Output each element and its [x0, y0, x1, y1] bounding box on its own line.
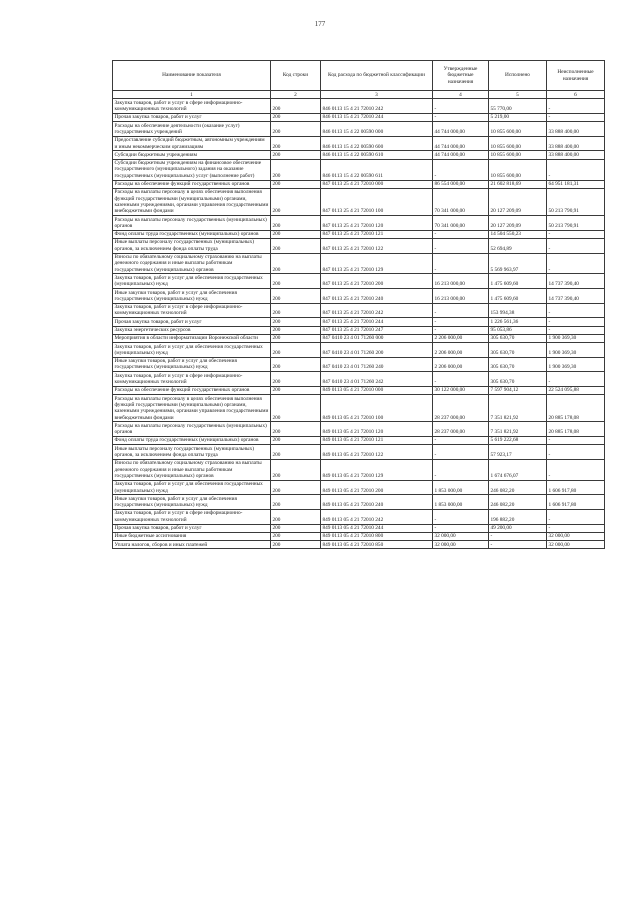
- row-indicator-name: Иные бюджетные ассигнования: [113, 532, 271, 540]
- table-row: [113, 532, 605, 540]
- row-line-code: 200: [271, 524, 321, 532]
- row-line-code: 200: [271, 188, 321, 215]
- row-budget-code: 847 0113 25 4 21 72010 122: [321, 238, 433, 253]
- row-unexecuted-amount: 32 000,00: [547, 541, 605, 549]
- row-line-code: 200: [271, 113, 321, 121]
- row-executed-amount: 246 082,20: [489, 480, 547, 495]
- table-row: [113, 216, 605, 231]
- row-budget-code: 847 0113 25 4 21 72010 244: [321, 318, 433, 326]
- row-approved-amount: -: [433, 509, 489, 524]
- row-line-code: 200: [271, 253, 321, 274]
- row-indicator-name: Расходы на обеспечение функций государственных органов: [113, 386, 271, 394]
- row-indicator-name: Иные выплаты персоналу государственных (муниципальных) органов, за исключением фонда оплаты труда: [113, 238, 271, 253]
- row-executed-amount: -: [489, 541, 547, 549]
- row-unexecuted-amount: 14 737 390,40: [547, 289, 605, 304]
- row-approved-amount: 2 206 000,00: [433, 334, 489, 342]
- row-budget-code: 846 0113 15 4 21 72010 242: [321, 99, 433, 114]
- row-budget-code: 849 0113 05 4 21 72010 000: [321, 386, 433, 394]
- row-indicator-name: Субсидии бюджетным учреждениям: [113, 151, 271, 159]
- row-indicator-name: Фонд оплаты труда государственных (муниципальных) органов: [113, 436, 271, 444]
- row-unexecuted-amount: -: [547, 303, 605, 318]
- row-budget-code: 849 0113 05 4 21 72010 121: [321, 436, 433, 444]
- table-row: [113, 122, 605, 137]
- row-executed-amount: 1 475 609,60: [489, 274, 547, 289]
- row-indicator-name: Закупка товаров, работ и услуг в сфере информационно-коммуникационных технологий: [113, 509, 271, 524]
- row-approved-amount: -: [433, 253, 489, 274]
- row-unexecuted-amount: -: [547, 99, 605, 114]
- row-unexecuted-amount: 33 888 400,00: [547, 136, 605, 151]
- row-line-code: 200: [271, 480, 321, 495]
- row-budget-code: 847 0113 25 4 21 72010 129: [321, 253, 433, 274]
- table-row: [113, 113, 605, 121]
- row-unexecuted-amount: 33 888 400,00: [547, 122, 605, 137]
- row-approved-amount: -: [433, 113, 489, 121]
- row-executed-amount: 5 569 963,97: [489, 253, 547, 274]
- row-approved-amount: 44 744 000,00: [433, 136, 489, 151]
- row-approved-amount: -: [433, 326, 489, 334]
- row-approved-amount: 16 213 000,00: [433, 289, 489, 304]
- row-budget-code: 847 0113 25 4 21 72010 247: [321, 326, 433, 334]
- table-row: [113, 253, 605, 274]
- row-indicator-name: Взносы по обязательному социальному страхованию на выплаты денежного содержания и иные выплаты работникам государственных (муниципальных) органов: [113, 253, 271, 274]
- row-indicator-name: Закупка товаров, работ и услуг в сфере информационно-коммуникационных технологий: [113, 303, 271, 318]
- row-unexecuted-amount: 1 606 917,80: [547, 495, 605, 510]
- table-row: [113, 238, 605, 253]
- row-line-code: 200: [271, 334, 321, 342]
- row-approved-amount: -: [433, 436, 489, 444]
- row-executed-amount: 10 855 600,00: [489, 122, 547, 137]
- row-line-code: 200: [271, 422, 321, 437]
- row-indicator-name: Расходы на выплаты персоналу государственных (муниципальных) органов: [113, 216, 271, 231]
- row-unexecuted-amount: 33 888 400,00: [547, 151, 605, 159]
- row-approved-amount: 32 000,00: [433, 532, 489, 540]
- row-approved-amount: 16 213 000,00: [433, 274, 489, 289]
- row-approved-amount: -: [433, 303, 489, 318]
- row-executed-amount: 7 351 821,92: [489, 422, 547, 437]
- row-budget-code: 847 0410 23 4 01 71260 000: [321, 334, 433, 342]
- table-row: [113, 318, 605, 326]
- row-unexecuted-amount: -: [547, 318, 605, 326]
- table-row: [113, 326, 605, 334]
- row-unexecuted-amount: 1 606 917,80: [547, 480, 605, 495]
- table-row: [113, 445, 605, 460]
- column-number: 4: [433, 91, 489, 99]
- row-approved-amount: 2 206 000,00: [433, 357, 489, 372]
- row-executed-amount: 95 053,86: [489, 326, 547, 334]
- row-indicator-name: Фонд оплаты труда государственных (муниципальных) органов: [113, 230, 271, 238]
- table-row: [113, 99, 605, 114]
- row-unexecuted-amount: 32 000,00: [547, 532, 605, 540]
- header-executed: Исполнено: [489, 61, 547, 91]
- row-executed-amount: 52 694,89: [489, 238, 547, 253]
- row-indicator-name: Прочая закупка товаров, работ и услуг: [113, 318, 271, 326]
- row-unexecuted-amount: -: [547, 159, 605, 180]
- row-executed-amount: 246 082,20: [489, 495, 547, 510]
- row-budget-code: 849 0113 05 4 21 72010 800: [321, 532, 433, 540]
- row-unexecuted-amount: -: [547, 436, 605, 444]
- row-unexecuted-amount: -: [547, 509, 605, 524]
- row-approved-amount: 86 554 000,00: [433, 180, 489, 188]
- row-line-code: 200: [271, 159, 321, 180]
- row-approved-amount: 70 341 000,00: [433, 216, 489, 231]
- row-approved-amount: -: [433, 445, 489, 460]
- row-approved-amount: 70 341 000,00: [433, 188, 489, 215]
- row-indicator-name: Взносы по обязательному социальному страхованию на выплаты денежного содержания и иные выплаты работникам государственных (муниципальных) органов: [113, 459, 271, 480]
- row-executed-amount: 10 855 600,00: [489, 151, 547, 159]
- table-row: [113, 357, 605, 372]
- row-line-code: 200: [271, 343, 321, 358]
- row-approved-amount: 28 237 000,00: [433, 395, 489, 422]
- table-row: [113, 230, 605, 238]
- row-unexecuted-amount: -: [547, 445, 605, 460]
- row-indicator-name: Закупка товаров, работ и услуг для обеспечения государственных (муниципальных) нужд: [113, 480, 271, 495]
- row-budget-code: 847 0410 23 4 01 71260 240: [321, 357, 433, 372]
- row-line-code: 200: [271, 357, 321, 372]
- row-line-code: 200: [271, 122, 321, 137]
- row-indicator-name: Иные закупки товаров, работ и услуг для обеспечения государственных (муниципальных) нужд: [113, 357, 271, 372]
- row-indicator-name: Субсидии бюджетным учреждениям на финансовое обеспечение государственного (муниципального) задания на оказание государственных (муниципальных) услуг (выполнение работ): [113, 159, 271, 180]
- row-indicator-name: Иные выплаты персоналу государственных (муниципальных) органов, за исключением фонда оплаты труда: [113, 445, 271, 460]
- row-line-code: 200: [271, 136, 321, 151]
- row-approved-amount: 32 000,00: [433, 541, 489, 549]
- row-budget-code: 849 0113 05 4 21 72010 100: [321, 395, 433, 422]
- row-line-code: 200: [271, 274, 321, 289]
- row-unexecuted-amount: -: [547, 253, 605, 274]
- row-indicator-name: Закупка товаров, работ и услуг для обеспечения государственных (муниципальных) нужд: [113, 274, 271, 289]
- table-row: [113, 395, 605, 422]
- row-approved-amount: -: [433, 238, 489, 253]
- row-indicator-name: Мероприятия в области информатизации Воронежской области: [113, 334, 271, 342]
- row-line-code: 200: [271, 459, 321, 480]
- row-line-code: 200: [271, 395, 321, 422]
- row-unexecuted-amount: -: [547, 113, 605, 121]
- row-line-code: 200: [271, 238, 321, 253]
- row-indicator-name: Закупка товаров, работ и услуг в сфере информационно-коммуникационных технологий: [113, 372, 271, 387]
- table-row: [113, 180, 605, 188]
- row-executed-amount: 49 200,00: [489, 524, 547, 532]
- row-budget-code: 849 0113 05 4 21 72010 129: [321, 459, 433, 480]
- row-budget-code: 847 0113 25 4 21 72010 200: [321, 274, 433, 289]
- table-row: [113, 541, 605, 549]
- row-budget-code: 847 0113 25 4 21 72010 120: [321, 216, 433, 231]
- row-executed-amount: 5 219,00: [489, 113, 547, 121]
- row-indicator-name: Расходы на выплаты персоналу государственных (муниципальных) органов: [113, 422, 271, 437]
- row-line-code: 200: [271, 541, 321, 549]
- row-indicator-name: Иные закупки товаров, работ и услуг для обеспечения государственных (муниципальных) нужд: [113, 289, 271, 304]
- table-row: [113, 422, 605, 437]
- row-indicator-name: Прочая закупка товаров, работ и услуг: [113, 113, 271, 121]
- row-indicator-name: Закупка товаров, работ и услуг в сфере информационно-коммуникационных технологий: [113, 99, 271, 114]
- header-approved: Утвержденные бюджетные назначения: [433, 61, 489, 91]
- row-unexecuted-amount: 20 885 178,08: [547, 422, 605, 437]
- row-executed-amount: 7 351 821,92: [489, 395, 547, 422]
- row-approved-amount: -: [433, 99, 489, 114]
- row-executed-amount: 55 770,00: [489, 99, 547, 114]
- row-executed-amount: 305 630,70: [489, 334, 547, 342]
- row-indicator-name: Расходы на обеспечение функций государственных органов: [113, 180, 271, 188]
- row-approved-amount: -: [433, 524, 489, 532]
- table-row: [113, 289, 605, 304]
- table-body: [113, 99, 605, 549]
- row-indicator-name: Расходы на обеспечение деятельности (оказание услуг) государственных учреждений: [113, 122, 271, 137]
- row-line-code: 200: [271, 289, 321, 304]
- row-budget-code: 847 0113 25 4 21 72010 242: [321, 303, 433, 318]
- row-unexecuted-amount: 22 524 095,88: [547, 386, 605, 394]
- row-budget-code: 849 0113 05 4 21 72010 240: [321, 495, 433, 510]
- table-row: [113, 372, 605, 387]
- row-executed-amount: 20 127 209,09: [489, 216, 547, 231]
- row-executed-amount: 10 855 600,00: [489, 159, 547, 180]
- row-approved-amount: 30 122 000,00: [433, 386, 489, 394]
- row-executed-amount: 196 882,20: [489, 509, 547, 524]
- row-budget-code: 846 0113 15 4 22 00590 000: [321, 122, 433, 137]
- row-line-code: 200: [271, 386, 321, 394]
- row-indicator-name: Расходы на выплаты персоналу в целях обеспечения выполнения функций государственными (муниципальными) органами, казенными учреждениями, органами управления государственными внебюджетными фондами: [113, 188, 271, 215]
- header-budget-code: Код расхода по бюджетной классификации: [321, 61, 433, 91]
- row-approved-amount: 28 237 000,00: [433, 422, 489, 437]
- row-unexecuted-amount: 64 951 181,31: [547, 180, 605, 188]
- row-approved-amount: 2 206 000,00: [433, 343, 489, 358]
- row-approved-amount: -: [433, 372, 489, 387]
- row-budget-code: 846 0113 15 4 22 00590 610: [321, 151, 433, 159]
- table-row: [113, 274, 605, 289]
- row-unexecuted-amount: -: [547, 230, 605, 238]
- row-line-code: 200: [271, 151, 321, 159]
- row-unexecuted-amount: 50 213 790,91: [547, 216, 605, 231]
- table-header-row: [113, 61, 605, 91]
- page-number: 177: [314, 20, 326, 28]
- table-row: [113, 136, 605, 151]
- table-row: [113, 151, 605, 159]
- row-indicator-name: Иные закупки товаров, работ и услуг для обеспечения государственных (муниципальных) нужд: [113, 495, 271, 510]
- row-line-code: 200: [271, 326, 321, 334]
- row-budget-code: 849 0113 05 4 21 72010 242: [321, 509, 433, 524]
- row-budget-code: 849 0113 05 4 21 72010 200: [321, 480, 433, 495]
- row-indicator-name: Закупка товаров, работ и услуг для обеспечения государственных (муниципальных) нужд: [113, 343, 271, 358]
- row-approved-amount: 44 744 000,00: [433, 122, 489, 137]
- row-line-code: 200: [271, 445, 321, 460]
- row-unexecuted-amount: -: [547, 524, 605, 532]
- table-row: [113, 495, 605, 510]
- row-executed-amount: 305 630,70: [489, 372, 547, 387]
- row-executed-amount: 1 674 676,07: [489, 459, 547, 480]
- table-row: [113, 188, 605, 215]
- row-budget-code: 847 0410 23 4 01 71260 200: [321, 343, 433, 358]
- row-unexecuted-amount: -: [547, 372, 605, 387]
- header-unexecuted: Неисполненные назначения: [547, 61, 605, 91]
- row-budget-code: 847 0410 23 4 01 71260 242: [321, 372, 433, 387]
- row-unexecuted-amount: 1 900 369,30: [547, 357, 605, 372]
- row-unexecuted-amount: -: [547, 459, 605, 480]
- row-executed-amount: 305 630,70: [489, 357, 547, 372]
- row-budget-code: 847 0113 25 4 21 72010 121: [321, 230, 433, 238]
- table-row: [113, 334, 605, 342]
- row-budget-code: 849 0113 05 4 21 72010 120: [321, 422, 433, 437]
- row-executed-amount: 20 127 209,09: [489, 188, 547, 215]
- table-row: [113, 303, 605, 318]
- column-number: 5: [489, 91, 547, 99]
- row-budget-code: 849 0113 05 4 21 72010 122: [321, 445, 433, 460]
- row-executed-amount: 1 226 561,36: [489, 318, 547, 326]
- row-line-code: 200: [271, 318, 321, 326]
- row-indicator-name: Уплата налогов, сборов и иных платежей: [113, 541, 271, 549]
- row-line-code: 200: [271, 180, 321, 188]
- column-number: 6: [547, 91, 605, 99]
- row-budget-code: 847 0113 25 4 21 72010 240: [321, 289, 433, 304]
- row-executed-amount: 1 475 609,60: [489, 289, 547, 304]
- row-executed-amount: 7 597 904,12: [489, 386, 547, 394]
- row-indicator-name: Прочая закупка товаров, работ и услуг: [113, 524, 271, 532]
- row-approved-amount: -: [433, 318, 489, 326]
- row-line-code: 200: [271, 99, 321, 114]
- column-number: 2: [271, 91, 321, 99]
- row-approved-amount: 44 744 000,00: [433, 151, 489, 159]
- row-budget-code: 849 0113 05 4 21 72010 850: [321, 541, 433, 549]
- row-indicator-name: Расходы на выплаты персоналу в целях обеспечения выполнения функций государственными (муниципальными) органами, казенными учреждениями, органами управления государственными внебюджетными фондами: [113, 395, 271, 422]
- row-executed-amount: 305 630,70: [489, 343, 547, 358]
- row-approved-amount: -: [433, 159, 489, 180]
- row-line-code: 200: [271, 436, 321, 444]
- row-executed-amount: 153 994,38: [489, 303, 547, 318]
- row-executed-amount: -: [489, 532, 547, 540]
- table-row: [113, 524, 605, 532]
- column-number-row: [113, 91, 605, 99]
- row-budget-code: 847 0113 25 4 21 72010 100: [321, 188, 433, 215]
- row-line-code: 200: [271, 495, 321, 510]
- row-approved-amount: -: [433, 459, 489, 480]
- row-line-code: 200: [271, 216, 321, 231]
- table-row: [113, 386, 605, 394]
- row-budget-code: 847 0113 25 4 21 72010 000: [321, 180, 433, 188]
- row-line-code: 200: [271, 532, 321, 540]
- table-row: [113, 480, 605, 495]
- budget-execution-table: [112, 60, 605, 549]
- row-executed-amount: 21 602 818,69: [489, 180, 547, 188]
- table-row: [113, 459, 605, 480]
- table-row: [113, 343, 605, 358]
- row-unexecuted-amount: 1 900 369,30: [547, 343, 605, 358]
- row-budget-code: 849 0113 05 4 21 72010 244: [321, 524, 433, 532]
- row-line-code: 200: [271, 509, 321, 524]
- row-executed-amount: 14 504 550,23: [489, 230, 547, 238]
- row-unexecuted-amount: 20 885 178,08: [547, 395, 605, 422]
- row-unexecuted-amount: -: [547, 238, 605, 253]
- row-unexecuted-amount: 14 737 390,40: [547, 274, 605, 289]
- column-number: 1: [113, 91, 271, 99]
- row-approved-amount: 1 853 000,00: [433, 480, 489, 495]
- row-unexecuted-amount: 50 213 790,91: [547, 188, 605, 215]
- row-executed-amount: 5 619 222,68: [489, 436, 547, 444]
- row-executed-amount: 10 855 600,00: [489, 136, 547, 151]
- row-budget-code: 846 0113 15 4 21 72010 244: [321, 113, 433, 121]
- column-number: 3: [321, 91, 433, 99]
- table-row: [113, 159, 605, 180]
- row-executed-amount: 57 923,17: [489, 445, 547, 460]
- row-unexecuted-amount: -: [547, 326, 605, 334]
- header-indicator-name: Наименование показателя: [113, 61, 271, 91]
- table-row: [113, 509, 605, 524]
- row-indicator-name: Закупка энергетических ресурсов: [113, 326, 271, 334]
- row-line-code: 200: [271, 303, 321, 318]
- header-line-code: Код строки: [271, 61, 321, 91]
- row-budget-code: 846 0113 15 4 22 00590 600: [321, 136, 433, 151]
- table-row: [113, 436, 605, 444]
- row-budget-code: 846 0113 15 4 22 00590 611: [321, 159, 433, 180]
- row-indicator-name: Предоставление субсидий бюджетным, автономным учреждениям и иным некоммерческим организациям: [113, 136, 271, 151]
- row-line-code: 200: [271, 230, 321, 238]
- row-approved-amount: 1 853 000,00: [433, 495, 489, 510]
- row-unexecuted-amount: 1 900 369,30: [547, 334, 605, 342]
- row-approved-amount: -: [433, 230, 489, 238]
- row-line-code: 200: [271, 372, 321, 387]
